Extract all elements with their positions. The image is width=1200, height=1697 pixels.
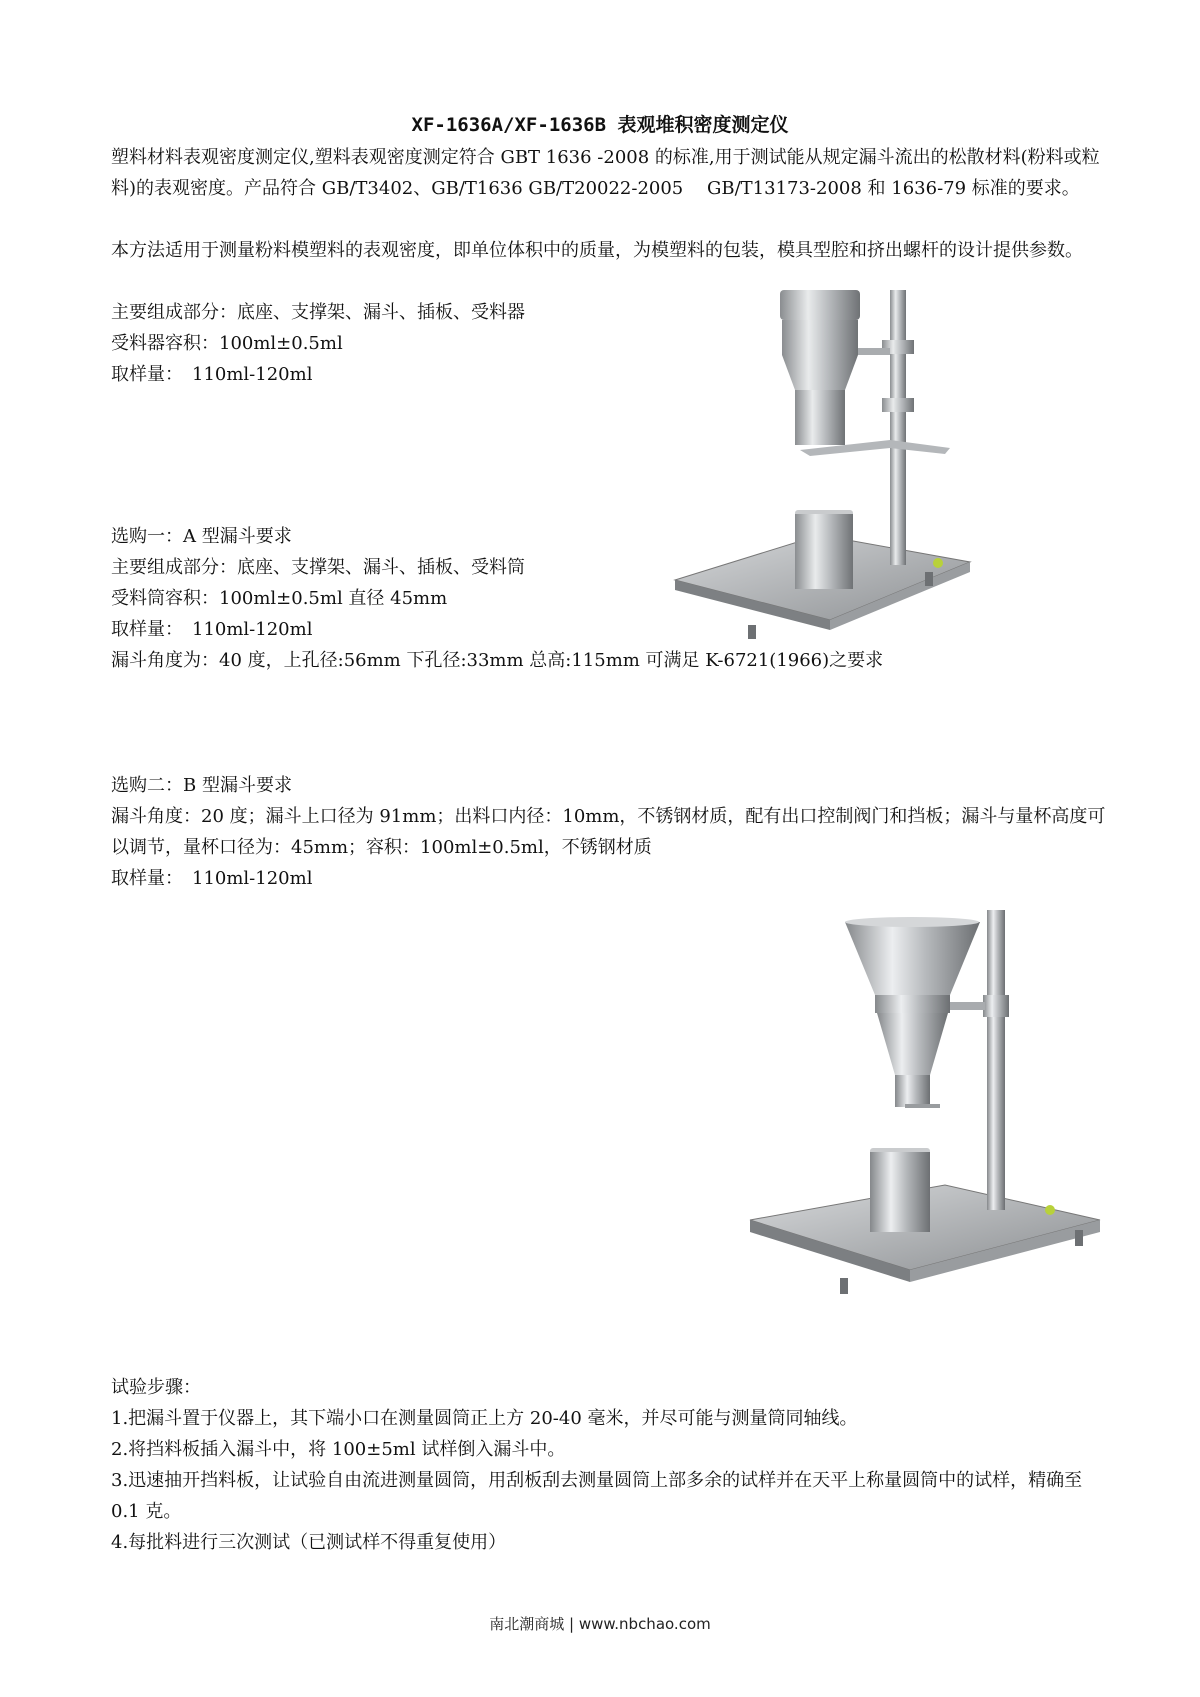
main-components: 主要组成部分：底座、支撑架、漏斗、插板、受料器 <box>111 302 525 323</box>
intro-paragraph-2: 本方法适用于测量粉料模塑料的表观密度，即单位体积中的质量，为模塑料的包装，模具型腔和挤出螺杆的设计提供参数。 <box>111 240 1083 261</box>
steps-heading: 试验步骤： <box>111 1377 201 1398</box>
option-a-heading: 选购一：A 型漏斗要求 <box>111 526 292 547</box>
sample-amount: 取样量： 110ml-120ml <box>111 364 313 385</box>
step-1: 1.把漏斗置于仪器上，其下端小口在测量圆筒正上方 20-40 毫米，并尽可能与测量筒同轴线。 <box>111 1408 858 1429</box>
receiver-volume: 受料器容积：100ml±0.5ml <box>111 333 343 354</box>
step-3: 3.迅速抽开挡料板，让试验自由流进测量圆筒，用刮板刮去测量圆筒上部多余的试样并在天平上称量圆筒中的试样，精确至 0.1 克。 <box>111 1470 1083 1522</box>
option-a-funnel: 漏斗角度为：40 度，上孔径:56mm 下孔径:33mm 总高:115mm 可满足 K-6721(1966)之要求 <box>111 650 884 671</box>
page-footer: 南北潮商城 | www.nbchao.com <box>489 1615 711 1633</box>
option-b-description: 漏斗角度：20 度；漏斗上口径为 91mm；出料口内径：10mm，不锈钢材质，配有出口控制阀门和挡板；漏斗与量杯高度可以调节，量杯口径为：45mm；容积：100ml±0.5ml，不锈钢材质 <box>111 806 1106 858</box>
option-a-sample: 取样量： 110ml-120ml <box>111 619 313 640</box>
intro-paragraph-1: 塑料材料表观密度测定仪,塑料表观密度测定符合 GBT 1636 -2008 的标准,用于测试能从规定漏斗流出的松散材料(粉料或粒料)的表观密度。产品符合 GB/T3402、GB/T1636 GB/T20022-2005 GB/T13173-2008 和 1636-79 标准的要求。 <box>111 147 1100 199</box>
option-a-volume: 受料筒容积：100ml±0.5ml 直径 45mm <box>111 588 448 609</box>
product-image-type-b <box>745 910 1105 1350</box>
product-image-type-a <box>670 280 980 640</box>
step-2: 2.将挡料板插入漏斗中，将 100±5ml 试样倒入漏斗中。 <box>111 1439 566 1460</box>
step-4: 4.每批料进行三次测试（已测试样不得重复使用） <box>111 1532 507 1553</box>
option-b-heading: 选购二：B 型漏斗要求 <box>111 775 292 796</box>
option-a-components: 主要组成部分：底座、支撑架、漏斗、插板、受料筒 <box>111 557 525 578</box>
option-b-sample: 取样量： 110ml-120ml <box>111 868 313 889</box>
document-title: XF-1636A/XF-1636B 表观堆积密度测定仪 <box>411 114 789 136</box>
